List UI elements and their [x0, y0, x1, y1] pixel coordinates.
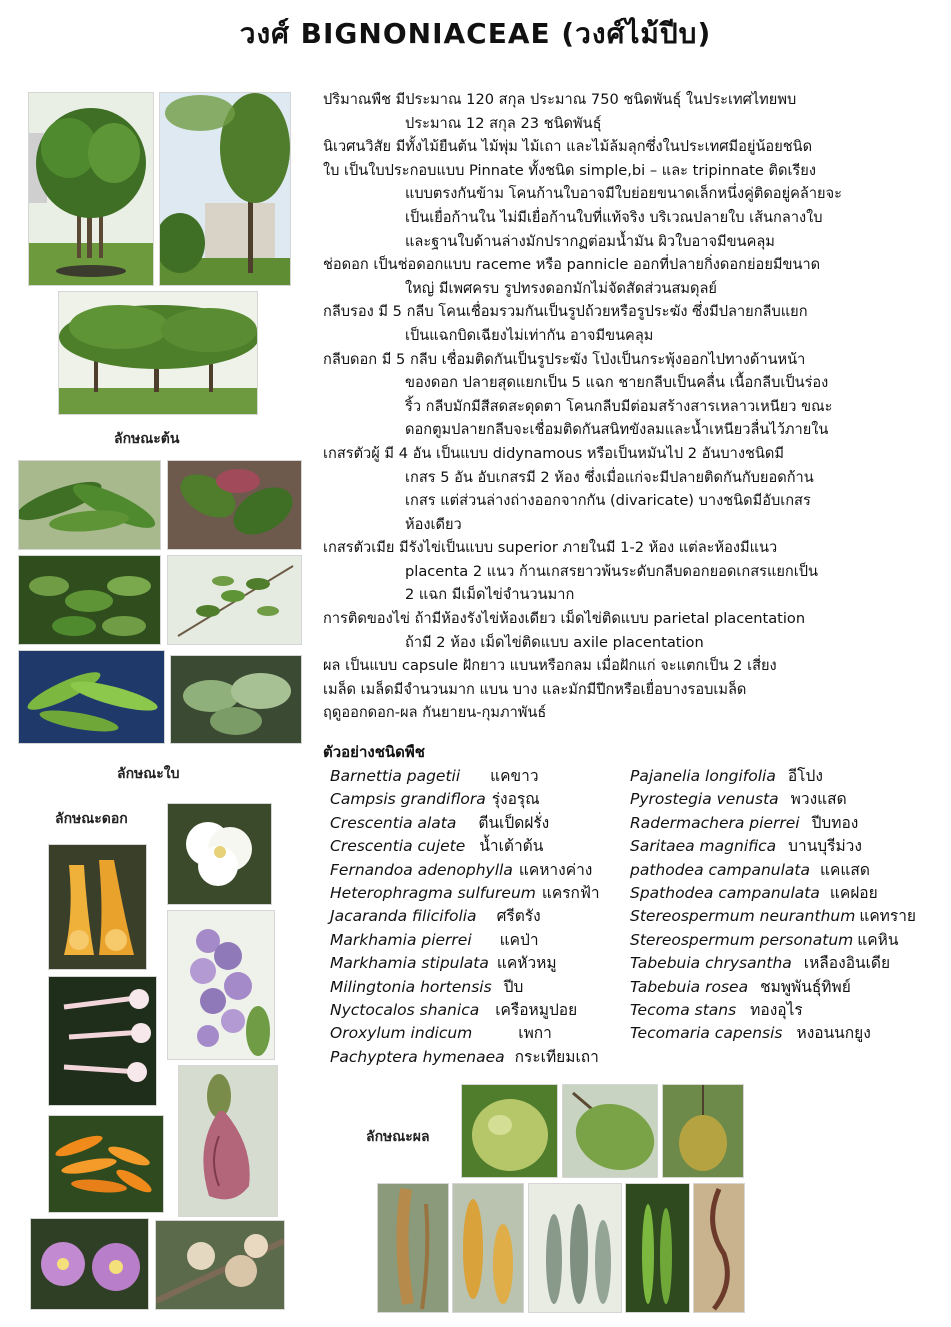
desc-sepal: กลีบรอง มี 5 กลีบ โคนเชื่อมรวมกันเป็นรูปถ้วยหรือรูประฆัง ซึ่งมีปลายกลีบแยก เป็นแฉกบิดเฉียงไม่เท่ากัน อาจมีขนคลุม	[323, 303, 808, 344]
caption-flower: ลักษณะดอก	[55, 811, 128, 827]
flower-photo-5	[178, 1065, 278, 1217]
species-row: Tabebuia rosea ชมพูพันธุ์ทิพย์	[630, 977, 851, 996]
species-row: Pyrostegia venusta พวงแสด	[630, 790, 847, 809]
species-row: Tabebuia chrysantha เหลืองอินเดีย	[630, 954, 891, 973]
flower-photo-8	[155, 1220, 285, 1310]
fruit-photo-1	[461, 1084, 558, 1178]
fruit-photo-6	[528, 1183, 622, 1313]
species-row: Pachyptera hymenaea กระเทียมเถา	[330, 1047, 599, 1066]
flower-photo-1	[48, 844, 147, 970]
caption-leaf: ลักษณะใบ	[117, 766, 180, 782]
species-row: Nyctocalos shanica เครือหมูปอย	[330, 1001, 578, 1020]
species-row: Radermachera pierrei ปีบทอง	[630, 813, 859, 832]
leaf-photo-6	[170, 655, 302, 744]
examples-left-column	[330, 765, 600, 1069]
examples-heading: ตัวอย่างชนิดพืช	[323, 743, 425, 761]
caption-fruit: ลักษณะผล	[366, 1129, 430, 1145]
desc-seed: เมล็ด เมล็ดมีจำนวนมาก แบน บาง และมักมีปีกหรือเยื่อบางรอบเมล็ด	[323, 680, 747, 698]
flower-photo-3	[167, 910, 275, 1060]
fruit-photo-7	[625, 1183, 690, 1313]
species-row: Stereospermum neuranthum แคทราย	[630, 907, 917, 926]
leaf-photo-4	[167, 555, 302, 645]
tree-photo-1	[28, 92, 154, 286]
desc-stamen: เกสรตัวผู้ มี 4 อัน เป็นแบบ didynamous หรือเป็นหมันไป 2 อันบางชนิดมี เกสร 5 อัน อับเกสรมี 2 ห้อง ซึ่งเมื่อแก่จะมีปลายติดกันกับยอดก้าน เกสร แต่ส่วนล่างถ่างออกจากกัน (divaricate) บางชนิดมีอับเกสร ห้องเดียว	[323, 444, 814, 533]
fruit-photo-3	[662, 1084, 744, 1178]
desc-pistil: เกสรตัวเมีย มีรังไข่เป็นแบบ superior ภายในมี 1-2 ห้อง แต่ละห้องมีแนว placenta 2 แนว ก้านเกสรยาวพ้นระดับกลีบดอกยอดเกสรแยกเป็น 2 แฉก มีเม็ดไข่จำนวนมาก	[323, 539, 818, 604]
desc-habit: นิเวศนวิสัย มีทั้งไม้ยืนต้น ไม้พุ่ม ไม้เถา และไม้ล้มลุกซึ่งในประเทศมีอยู่น้อยชนิด	[323, 138, 813, 156]
species-row: Barnettia pagetii แคขาว	[330, 767, 539, 785]
tree-photo-2	[159, 92, 291, 286]
desc-petal: กลีบดอก มี 5 กลีบ เชื่อมติดกันเป็นรูประฆัง โป่งเป็นกระพุ้งออกไปทางด้านหน้า ของดอก ปลายสุดแยกเป็น 5 แฉก ชายกลีบเป็นคลื่น เนื้อกลีบเป็นร่อง ริ้ว กลีบมักมีสีสดสะดุดตา โคนกลีบมีต่อมสร้างสารเหลาวเหนียว ขณะ ดอกตูมปลายกลีบจะเชื่อมติดกันสนิทขังลมและน้ำเหนียวลื่นไว้ภายใน	[323, 350, 833, 439]
species-row: Milingtonia hortensis ปีบ	[330, 977, 524, 996]
species-row: Tecoma stans ทองอุไร	[630, 1001, 803, 1020]
examples-right-column	[630, 765, 916, 1046]
species-row: Saritaea magnifica บานบุรีม่วง	[630, 837, 862, 856]
species-row: Tecomaria capensis หงอนนกยูง	[630, 1024, 871, 1043]
flower-photo-4	[48, 976, 157, 1106]
desc-leaf: ใบ เป็นใบประกอบแบบ Pinnate ทั้งชนิด simple,bi – และ tripinnate ติดเรียง แบบตรงกันข้าม โคนก้านใบอาจมีใบย่อยขนาดเล็กหนึ่งคู่ติดอยู่คล้ายจะ เป็นเยื่อก้านใน ไม่มีเยื่อก้านใบที่แท้จริง บริเวณปลายใบ เส้นกลางใบ และฐานใบด้านล่างมักปรากฏต่อมน้ำมัน ผิวใบอาจมีขนคลุม	[323, 161, 842, 250]
species-row: Fernandoa adenophylla แคหางค่าง	[330, 860, 593, 879]
species-row: Heterophragma sulfureum แครกฟ้า	[330, 884, 600, 903]
page-title: วงศ์ BIGNONIACEAE (วงศ์ไม้ปีบ)	[239, 17, 712, 50]
species-row: Stereospermum personatum แคหิน	[630, 930, 899, 949]
species-row: Oroxylum indicum เพกา	[330, 1024, 552, 1043]
species-row: Pajanelia longifolia อีโปง	[630, 767, 823, 785]
species-row: Markhamia pierrei แคป่า	[330, 930, 539, 949]
species-row: Jacaranda filicifolia ศรีตรัง	[330, 907, 541, 926]
species-row: Crescentia alata ตีนเป็ดฝรั่ง	[330, 813, 550, 832]
desc-fruit: ผล เป็นแบบ capsule ฝักยาว แบนหรือกลม เมื่อฝักแก่ จะแตกเป็น 2 เสี่ยง	[323, 657, 777, 675]
caption-tree: ลักษณะต้น	[114, 431, 180, 447]
flower-photo-6	[48, 1115, 164, 1213]
fruit-photo-8	[693, 1183, 745, 1313]
leaf-photo-2	[167, 460, 302, 550]
desc-placentation: การติดของไข่ ถ้ามีห้องรังไข่ห้องเดียว เม็ดไข่ติดแบบ parietal placentation ถ้ามี 2 ห้อง เม็ดไข่ติดแบบ axile placentation	[323, 610, 806, 651]
fruit-photo-4	[377, 1183, 449, 1313]
description-block	[323, 88, 943, 725]
desc-inflorescence: ช่อดอก เป็นช่อดอกแบบ raceme หรือ pannicle ออกที่ปลายกิ่งดอกย่อยมีขนาด ใหญ่ มีเพศครบ รูปทรงดอกมักไม่จัดสัดส่วนสมดุลย์	[323, 256, 821, 297]
species-row: pathodea campanulata แคแสด	[630, 860, 870, 879]
desc-season: ฤดูออกดอก-ผล กันยายน-กุมภาพันธ์	[323, 704, 547, 722]
tree-photo-3	[58, 291, 258, 415]
leaf-photo-5	[18, 650, 165, 744]
leaf-photo-1	[18, 460, 161, 550]
species-row: Crescentia cujete น้ำเต้าต้น	[330, 837, 544, 856]
fruit-photo-2	[562, 1084, 658, 1178]
leaf-photo-3	[18, 555, 161, 645]
desc-plant-count: ปริมาณพืช มีประมาณ 120 สกุล ประมาณ 750 ชนิดพันธุ์ ในประเทศไทยพบ ประมาณ 12 สกุล 23 ชนิดพันธุ์	[323, 91, 797, 132]
species-row: Campsis grandiflora รุ่งอรุณ	[330, 790, 540, 809]
species-row: Spathodea campanulata แคฝอย	[630, 884, 878, 903]
fruit-photo-5	[452, 1183, 524, 1313]
flower-photo-2	[167, 803, 272, 905]
species-row: Markhamia stipulata แคหัวหมู	[330, 954, 557, 973]
flower-photo-7	[30, 1218, 149, 1310]
